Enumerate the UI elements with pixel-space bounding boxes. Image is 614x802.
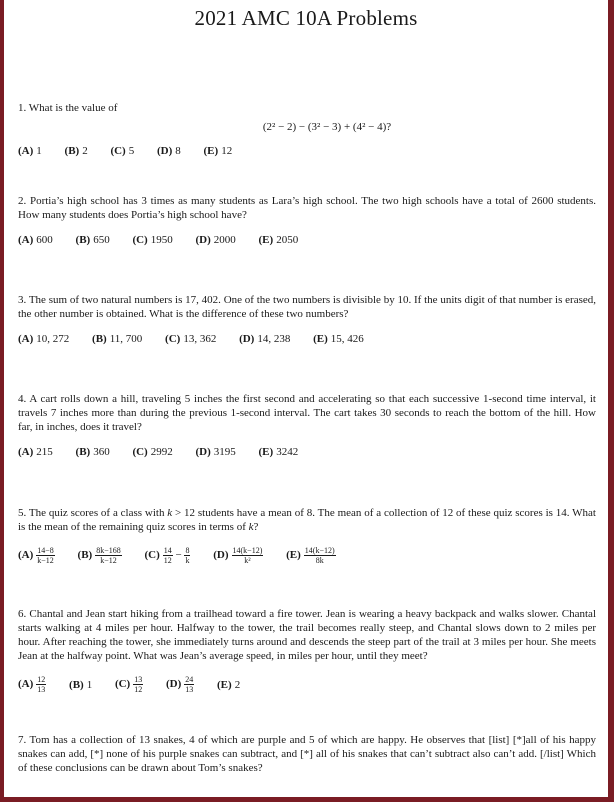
problem-5 [18,506,596,565]
problem-1-question: 1. What is the value of [18,102,118,114]
choice-a: (A) $\frac{14-8}{k-12}$ [18,546,54,565]
choice-b: (B) 650 [75,234,110,247]
problem-4 [18,392,596,458]
fraction: $\frac{24}{13}$ [185,675,194,694]
choice-c: (C) $\frac{13}{12}$ [114,675,143,694]
choice-c: (C) 1950 [132,234,173,247]
choice-d: (D) 3195 [195,446,236,459]
choice-d: (D) 8 [156,145,181,158]
choice-d: (D) $\frac{14(k-12)}{\text{k²}}$ [213,546,263,565]
problem-5-choices [18,546,596,565]
choice-c: (C) $\frac{14}{12}$ − $\frac{8}{k}$ [144,546,190,565]
choice-a: (A) 215 [18,446,53,459]
choice-b: (B) $\frac{8k-168}{k-12}$ [77,546,121,565]
fraction: $\frac{14(k-12)}{8k}$ [304,546,335,565]
problem-6 [18,607,596,694]
fraction: $\frac{14(k-12)}{\text{k²}}$ [232,546,263,565]
choice-b: (B) 1 [69,678,93,691]
choice-e: (E) 2050 [258,234,299,247]
fraction: $\frac{8}{k}$ [185,546,190,565]
choice-c: (C) 13, 362 [165,333,217,346]
fraction: $\frac{8k-168}{k-12}$ [96,546,121,565]
problem-4-question: 4. A cart rolls down a hill, traveling 5 inches the first second and accelerating so that each successive 1-second time interval, it travels 7 inches more than during the previous 1-second interval. The cart takes 30 seconds to reach the bottom of the hill. How far, in inches, does it travel? [18,393,596,433]
choice-e: (E) 3242 [258,446,299,459]
choice-a: (A) 1 [18,145,42,158]
problem-3-question: 3. The sum of two natural numbers is 17, 402. One of the two numbers is divisible by 10. If the units digit of that number is erased, the other number is obtained. What is the difference of these two numbers? [18,294,596,320]
document-page [4,0,608,797]
fraction: $\frac{13}{12}$ [134,675,143,694]
choice-c: (C) 2992 [132,446,173,459]
problem-7-question: 7. Tom has a collection of 13 snakes, 4 of which are purple and 5 of which are happy. He observes that [list] [*]all of his happy snakes can add, [*] none of his purple snakes can subtract, and [*] all of his snakes that can’t subtract also can’t add. [/list] Which of these conclusions can be drawn about Tom’s snakes? [18,734,596,774]
choice-d: (D) 2000 [195,234,236,247]
fraction: $\frac{14}{12}$ [163,546,172,565]
choice-d: (D) 14, 238 [239,333,291,346]
problem-6-choices [18,675,596,694]
choice-b: (B) 360 [75,446,110,459]
problem-3-choices [18,333,596,345]
problem-1 [18,101,596,157]
choice-a: (A) $\frac{12}{13}$ [18,675,46,694]
choice-a: (A) 600 [18,234,53,247]
page-title: 2021 AMC 10A Problems [194,6,418,30]
problem-2-question: 2. Portia’s high school has 3 times as many students as Lara’s high school. The two high schools have a total of 2600 students. How many students does Portia’s high school have? [18,195,596,221]
fraction: $\frac{12}{13}$ [37,675,46,694]
problem-4-choices [18,446,596,458]
choice-b: (B) 2 [64,145,88,158]
choice-e: (E) 2 [217,678,241,691]
choice-c: (C) 5 [110,145,135,158]
fraction: $\frac{14-8}{k-12}$ [37,546,54,565]
choice-d: (D) $\frac{24}{13}$ [165,675,194,694]
choice-b: (B) 11, 700 [92,333,143,346]
problem-2 [18,194,596,246]
problem-6-question: 6. Chantal and Jean start hiking from a trailhead toward a fire tower. Jean is wearing a heavy backpack and walks slower. Chantal starts walking at 4 miles per hour. Halfway to the tower, the trail becomes really steep, and Chantal slows down to 2 miles per hour. After reaching the tower, she immediately turns around and descends the steep part of the trail at 3 miles per hour. She meets Jean at the halfway point. What was Jean’s average speed, in miles per hour, until they meet? [18,608,596,662]
choice-e: (E) $\frac{14(k-12)}{8k}$ [286,546,335,565]
choice-a: (A) 10, 272 [18,333,70,346]
problem-7 [18,733,596,775]
problem-1-expression: (2² − 2) − (3² − 3) + (4² − 4)? [262,121,392,133]
problem-2-choices [18,234,596,246]
choice-e: (E) 12 [203,145,233,158]
problem-1-choices [18,145,596,157]
choice-e: (E) 15, 426 [313,333,364,346]
problem-5-question: 5. The quiz scores of a class with k > 12 students have a mean of 8. The mean of a collection of 12 of these quiz scores is 14. What is the mean of the remaining quiz scores in terms of k? [18,507,596,533]
problem-3 [18,293,596,345]
